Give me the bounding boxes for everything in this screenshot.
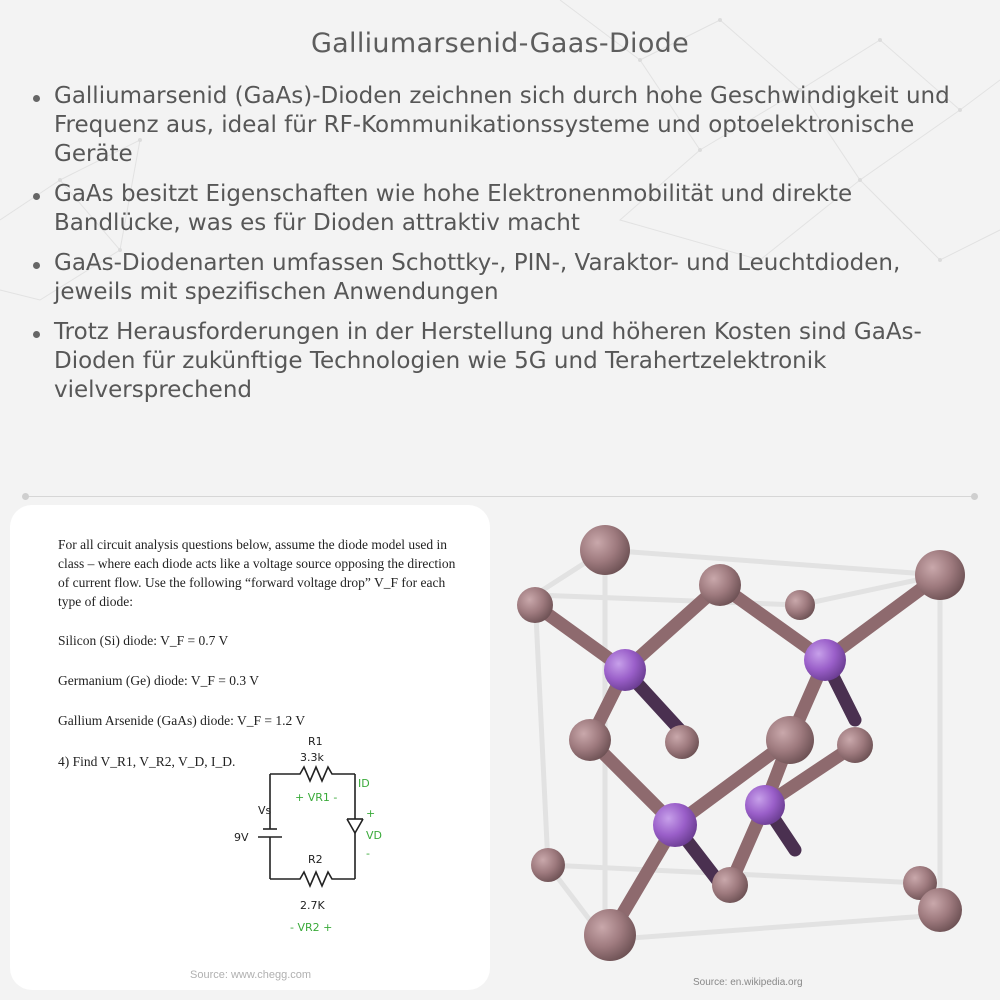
page-title: Galliumarsenid-Gaas-Diode (310, 28, 690, 59)
gaas-crystal-structure-image (500, 505, 1000, 975)
germanium-line: Germanium (Ge) diode: V_F = 0.3 V (58, 673, 259, 688)
r1-value: 3.3k (300, 751, 324, 764)
gallium-atom (915, 550, 965, 600)
arsenic-atom (745, 785, 785, 825)
gallium-atom (584, 909, 636, 961)
vd-label: VD (366, 829, 382, 842)
silicon-line: Silicon (Si) diode: V_F = 0.7 V (58, 633, 229, 648)
left-image-source: Source: www.chegg.com (190, 969, 312, 981)
gallium-atom (785, 590, 815, 620)
vr2-label: - VR2 + (290, 921, 333, 934)
arsenic-atom (653, 803, 697, 847)
bullet-text: GaAs besitzt Eigenschaften wie hohe Elektronenmobilität und direkte Bandlücke, was es für Dioden attraktiv macht (54, 181, 853, 236)
gallium-atom (837, 727, 873, 763)
bullet-item (30, 249, 975, 307)
bullet-dot (33, 95, 40, 102)
bullet-item (30, 180, 975, 238)
circuit-diagram (220, 729, 380, 949)
vd-plus: + (366, 807, 376, 820)
vd-minus: - (366, 847, 370, 860)
gallium-atom (699, 564, 741, 606)
bullet-list (30, 82, 975, 416)
bullet-item (30, 82, 975, 169)
bullet-item (30, 318, 975, 405)
r2-value: 2.7K (300, 899, 325, 912)
bullet-dot (33, 331, 40, 338)
r2-name: R2 (308, 853, 323, 866)
vs-label: Vs (258, 804, 272, 817)
problem-intro: For all circuit analysis questions below, assume the diode model used in class – where each diode acts like a voltage source opposing the direction of current flow. Use the following “forward voltage drop” V_F for each type of diode: (58, 537, 456, 609)
right-image-source: Source: en.wikipedia.org (693, 977, 803, 988)
bullet-text: Trotz Herausforderungen in der Herstellung und höheren Kosten sind GaAs-Dioden für zukünftige Technologien wie 5G und Terahertzelektronik vielversprechend (54, 319, 922, 403)
gallium-atom (531, 848, 565, 882)
gallium-atom (712, 867, 748, 903)
bullet-text: Galliumarsenid (GaAs)-Dioden zeichnen sich durch hohe Geschwindigkeit und Frequenz aus, ideal für RF-Kommunikationssysteme und optoelektronische Geräte (54, 83, 950, 167)
gallium-atom (517, 587, 553, 623)
bullet-dot (33, 262, 40, 269)
question-line: 4) Find V_R1, V_R2, V_D, I_D. (58, 754, 236, 769)
section-divider (25, 496, 975, 497)
arsenic-atom (604, 649, 646, 691)
vs-value: 9V (234, 831, 249, 844)
gallium-atom (918, 888, 962, 932)
divider-cap-right (971, 493, 978, 500)
vr1-label: + VR1 - (295, 791, 338, 804)
bullet-dot (33, 193, 40, 200)
bullet-text: GaAs-Diodenarten umfassen Schottky-, PIN-, Varaktor- und Leuchtdioden, jeweils mit spezifischen Anwendungen (54, 250, 901, 305)
gallium-atom (580, 525, 630, 575)
arsenic-atom (804, 639, 846, 681)
divider-cap-left (22, 493, 29, 500)
r1-name: R1 (308, 735, 323, 748)
gallium-atom (569, 719, 611, 761)
circuit-problem-image (10, 505, 490, 990)
id-label: ID (358, 777, 370, 790)
gallium-atom (766, 716, 814, 764)
gallium-atom (665, 725, 699, 759)
gaas-line: Gallium Arsenide (GaAs) diode: V_F = 1.2 V (58, 713, 306, 728)
